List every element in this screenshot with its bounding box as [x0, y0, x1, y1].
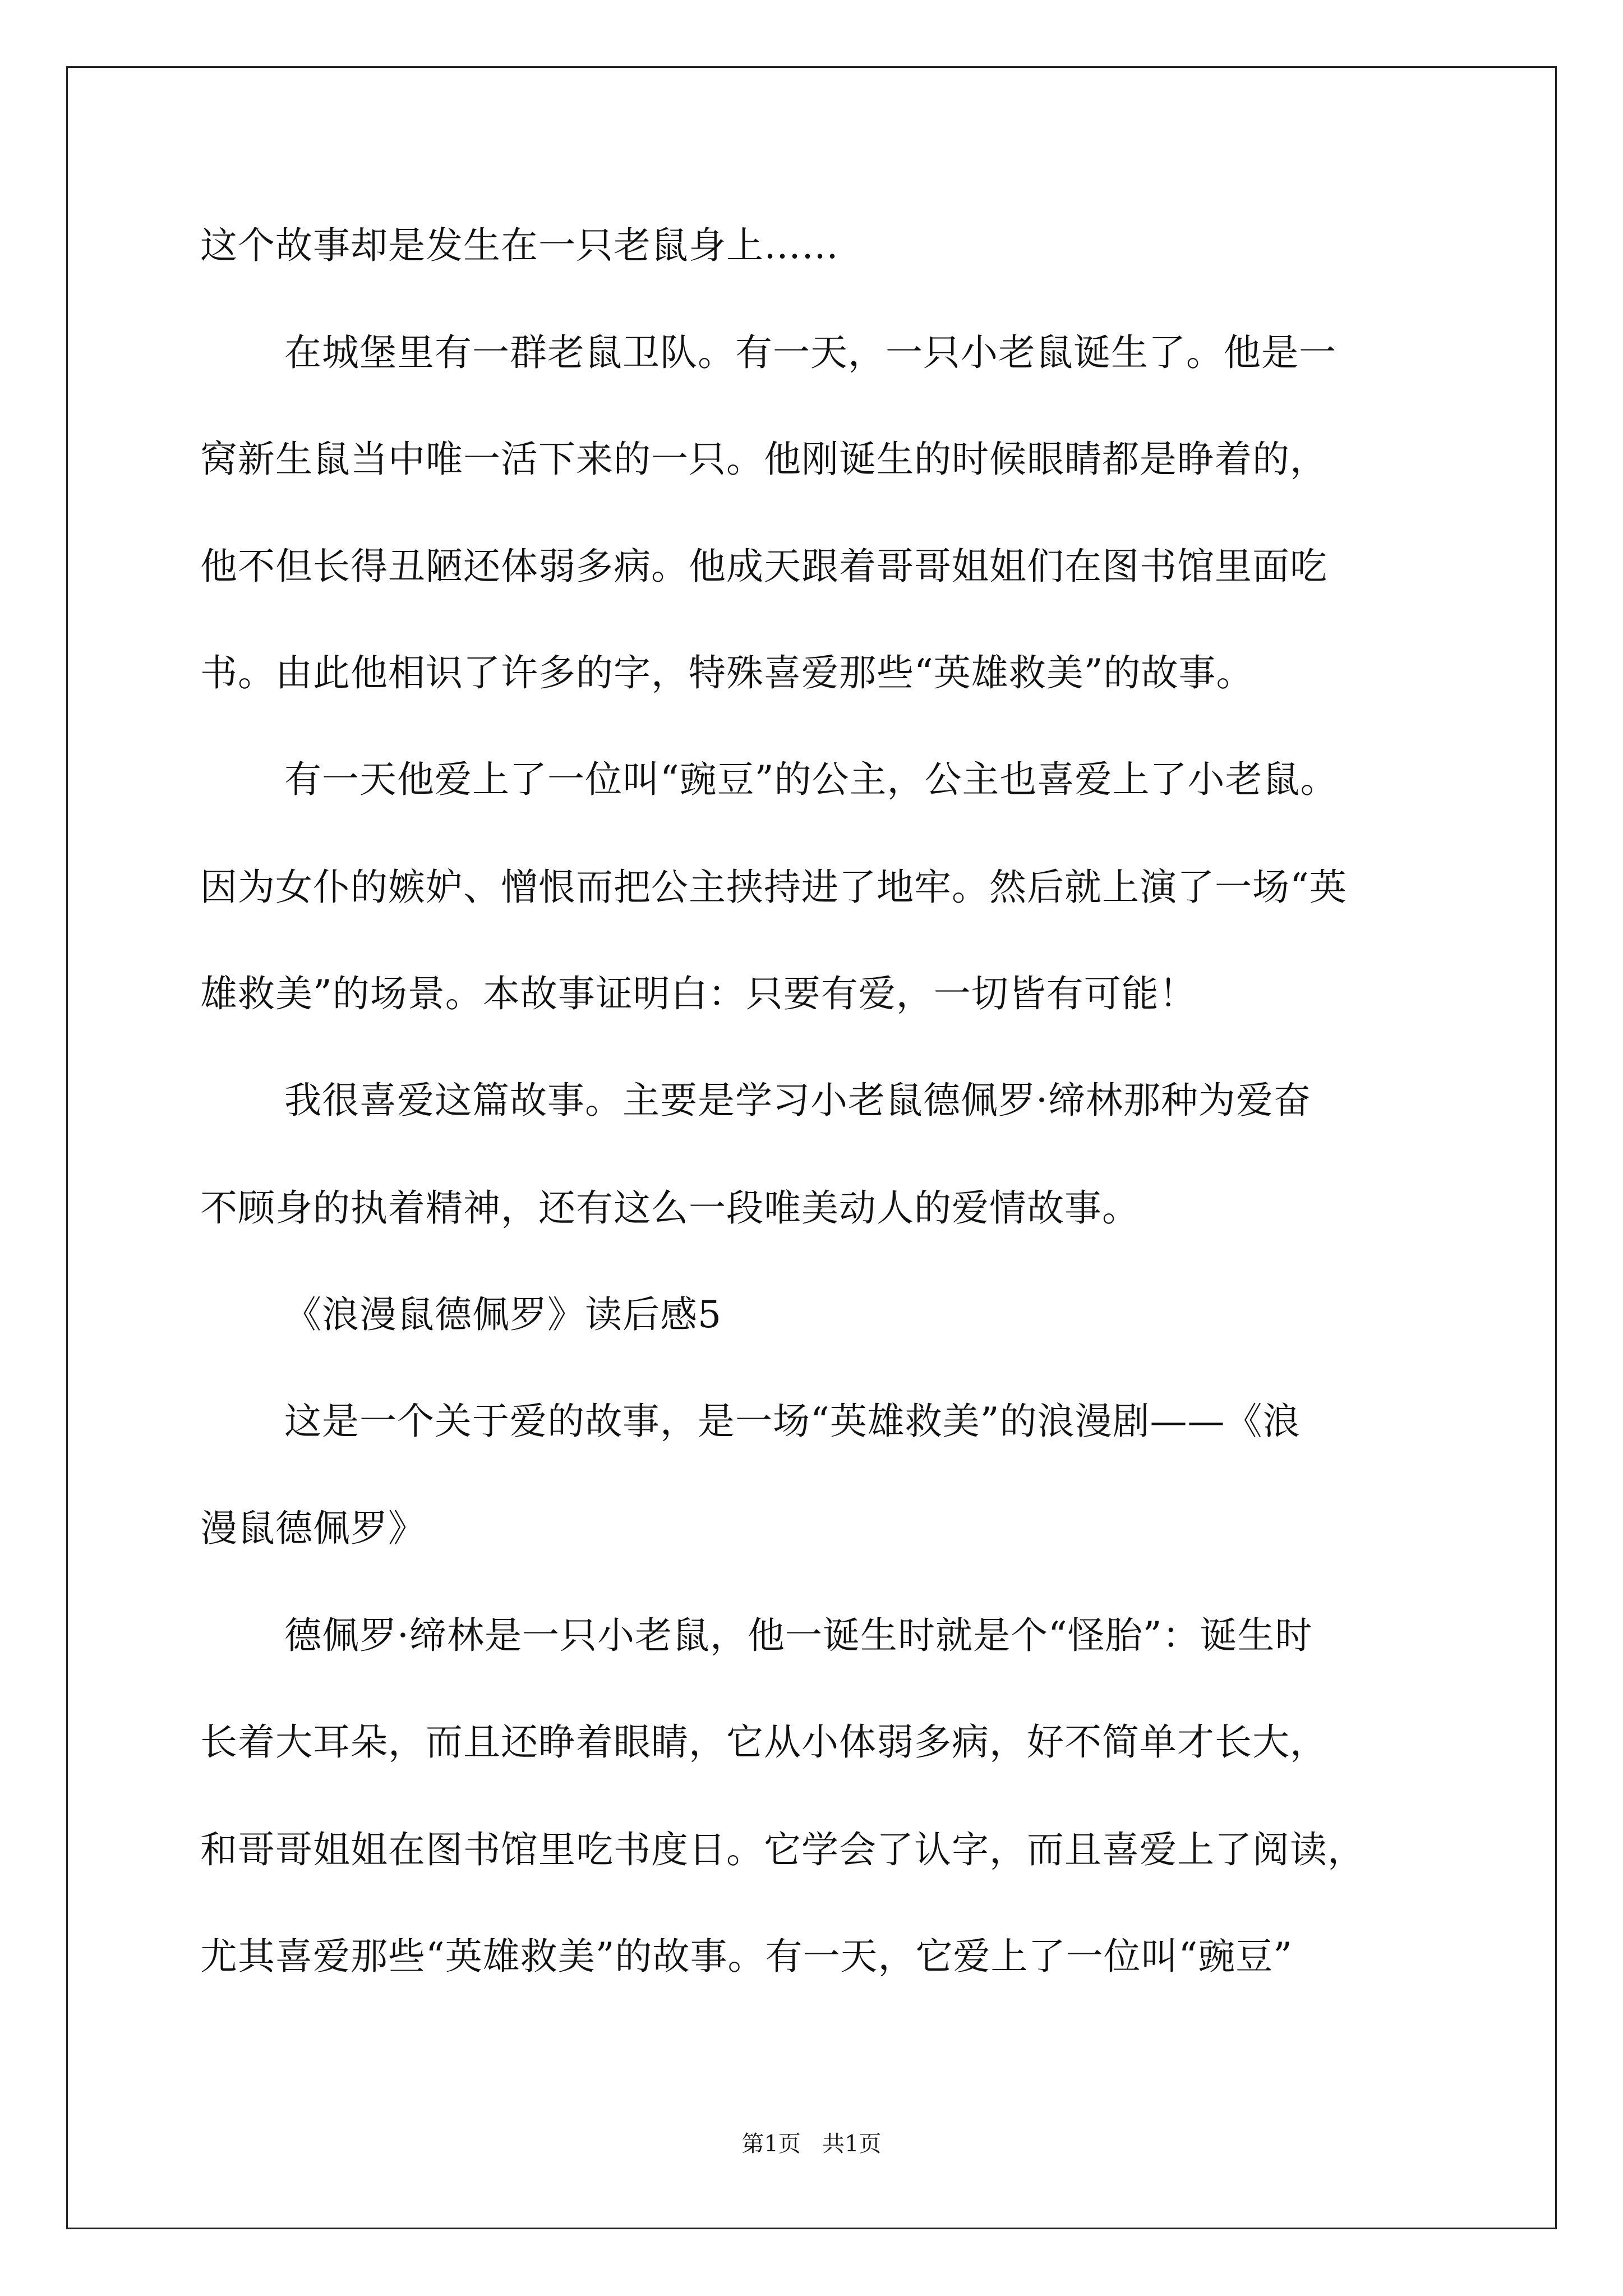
- paragraph-line: 这个故事却是发生在一只老鼠身上……: [200, 224, 839, 267]
- section-heading: 《浪漫鼠德佩罗》读后感5: [284, 1293, 722, 1336]
- paragraph-line: 我很喜爱这篇故事。主要是学习小老鼠德佩罗·缔林那种为爱奋: [284, 1079, 1311, 1122]
- paragraph-line: 书。由此他相识了许多的字，特殊喜爱那些“英雄救美”的故事。: [200, 651, 1254, 694]
- paragraph-line: 德佩罗·缔林是一只小老鼠，他一诞生时就是个“怪胎”：诞生时: [284, 1614, 1313, 1657]
- paragraph-line: 和哥哥姐姐在图书馆里吃书度日。它学会了认字，而且喜爱上了阅读，: [200, 1828, 1365, 1871]
- paragraph-line: 在城堡里有一群老鼠卫队。有一天，一只小老鼠诞生了。他是一: [284, 331, 1336, 374]
- paragraph-line: 有一天他爱上了一位叫“豌豆”的公主，公主也喜爱上了小老鼠。: [284, 758, 1338, 801]
- page-number-footer: 第1页 共1页: [741, 2131, 882, 2157]
- paragraph-line: 尤其喜爱那些“英雄救美”的故事。有一天，它爱上了一位叫“豌豆”: [200, 1935, 1293, 1978]
- paragraph-line: 这是一个关于爱的故事，是一场“英雄救美”的浪漫剧——《浪: [284, 1400, 1301, 1443]
- page-border: [66, 66, 1557, 2229]
- paragraph-line: 长着大耳朵，而且还睁着眼睛，它从小体弱多病，好不简单才长大，: [200, 1720, 1327, 1764]
- paragraph-line: 雄救美”的场景。本故事证明白：只要有爱，一切皆有可能！: [200, 972, 1197, 1015]
- paragraph-line: 窝新生鼠当中唯一活下来的一只。他刚诞生的时候眼睛都是睁着的，: [200, 438, 1327, 481]
- paragraph-line: 漫鼠德佩罗》: [200, 1507, 426, 1550]
- paragraph-line: 因为女仆的嫉妒、憎恨而把公主挟持进了地牢。然后就上演了一场“英: [200, 866, 1347, 909]
- paragraph-line: 他不但长得丑陋还体弱多病。他成天跟着哥哥姐姐们在图书馆里面吃: [200, 545, 1327, 588]
- paragraph-line: 不顾身的执着精神，还有这么一段唯美动人的爱情故事。: [200, 1186, 1140, 1230]
